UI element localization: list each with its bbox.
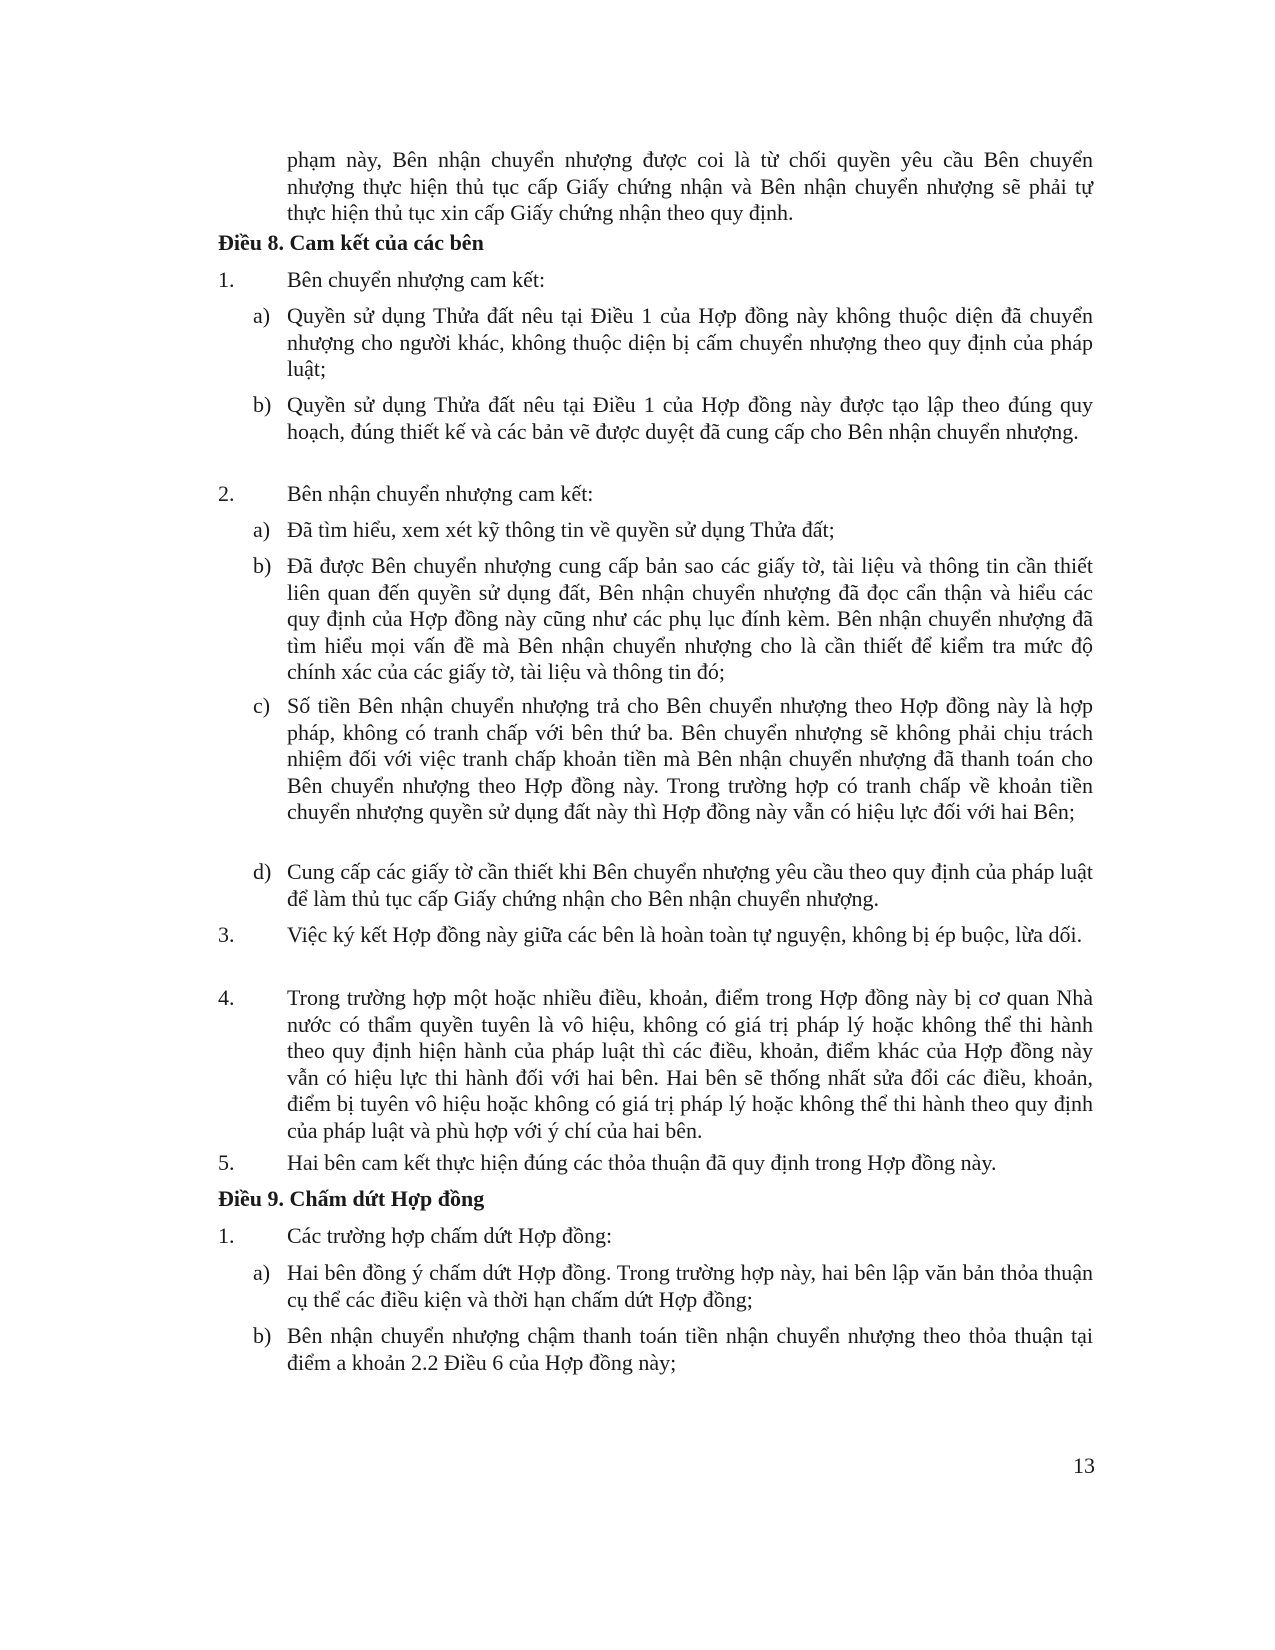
- item-text: Bên chuyển nhượng cam kết:: [287, 267, 546, 292]
- item-number: 1.: [218, 1223, 235, 1248]
- item-number: 4.: [218, 985, 235, 1010]
- sub-text: Bên nhận chuyển nhượng chậm thanh toán tiền nhận chuyển nhượng theo thỏa thuận tại điểm a khoản 2.2 Điều 6 của Hợp đồng này;: [287, 1323, 1093, 1375]
- item-number: 1.: [218, 267, 235, 292]
- sub-text: Đã tìm hiểu, xem xét kỹ thông tin về quyền sử dụng Thửa đất;: [287, 517, 835, 542]
- sub-text: Đã được Bên chuyển nhượng cung cấp bản sao các giấy tờ, tài liệu và thông tin cần thiết liên quan đến quyền sử dụng đất, Bên nhận chuyển nhượng đã đọc cẩn thận và hiểu các quy định của Hợp đồng này cũng như các phụ lục đính kèm. Bên nhận chuyển nhượng đã tìm hiểu mọi vấn đề mà Bên nhận chuyển nhượng cho là cần thiết để kiểm tra mức độ chính xác của các giấy tờ, tài liệu và thông tin đó;: [287, 553, 1093, 684]
- sub-label: a): [253, 517, 271, 542]
- sub-label: c): [253, 693, 271, 718]
- sub-label: b): [253, 392, 272, 417]
- article-9-heading: Điều 9. Chấm dứt Hợp đồng: [218, 1186, 485, 1211]
- item-number: 2.: [218, 481, 235, 506]
- sub-text: Số tiền Bên nhận chuyển nhượng trả cho Bên chuyển nhượng theo Hợp đồng này là hợp pháp, không có tranh chấp với bên thứ ba. Bên chuyển nhượng sẽ không phải chịu trách nhiệm đối với việc tranh chấp khoản tiền mà Bên nhận chuyển nhượng đã thanh toán cho Bên chuyển nhượng theo Hợp đồng này. Trong trường hợp có tranh chấp về khoản tiền chuyển nhượng quyền sử dụng đất này thì Hợp đồng này vẫn có hiệu lực đối với hai Bên;: [287, 693, 1093, 824]
- item-number: 3.: [218, 922, 235, 947]
- sub-text: Hai bên đồng ý chấm dứt Hợp đồng. Trong trường hợp này, hai bên lập văn bản thỏa thuận cụ thể các điều kiện và thời hạn chấm dứt Hợp đồng;: [287, 1260, 1093, 1312]
- sub-label: b): [253, 553, 272, 578]
- item-text: Việc ký kết Hợp đồng này giữa các bên là hoàn toàn tự nguyện, không bị ép buộc, lừa dối.: [287, 922, 1083, 947]
- sub-text: Cung cấp các giấy tờ cần thiết khi Bên chuyển nhượng yêu cầu theo quy định của pháp luật để làm thủ tục cấp Giấy chứng nhận cho Bên nhận chuyển nhượng.: [287, 859, 1093, 911]
- sub-text: Quyền sử dụng Thửa đất nêu tại Điều 1 của Hợp đồng này không thuộc diện đã chuyển nhượng cho người khác, không thuộc diện bị cấm chuyển nhượng theo quy định của pháp luật;: [287, 303, 1093, 381]
- sub-label: a): [253, 303, 271, 328]
- article-8-heading: Điều 8. Cam kết của các bên: [218, 230, 484, 255]
- item-text: Các trường hợp chấm dứt Hợp đồng:: [287, 1223, 613, 1248]
- item-text: Hai bên cam kết thực hiện đúng các thỏa thuận đã quy định trong Hợp đồng này.: [287, 1150, 997, 1175]
- sub-label: b): [253, 1323, 272, 1348]
- sub-label: a): [253, 1260, 271, 1285]
- item-text: Trong trường hợp một hoặc nhiều điều, khoản, điểm trong Hợp đồng này bị cơ quan Nhà nước có thẩm quyền tuyên là vô hiệu, không có giá trị pháp lý hoặc không thể thi hành theo quy định hiện hành của pháp luật thì các điều, khoản, điểm khác của Hợp đồng này vẫn có hiệu lực thi hành đối với hai bên. Hai bên sẽ thống nhất sửa đổi các điều, khoản, điểm bị tuyên vô hiệu hoặc không có giá trị pháp lý hoặc không thể thi hành theo quy định của pháp luật và phù hợp với ý chí của hai bên.: [287, 985, 1093, 1143]
- item-number: 5.: [218, 1150, 235, 1175]
- sub-label: d): [253, 859, 272, 884]
- sub-text: Quyền sử dụng Thửa đất nêu tại Điều 1 của Hợp đồng này được tạo lập theo đúng quy hoạch, đúng thiết kế và các bản vẽ được duyệt đã cung cấp cho Bên nhận chuyển nhượng.: [287, 392, 1093, 444]
- item-text: Bên nhận chuyển nhượng cam kết:: [287, 481, 594, 506]
- continuation-paragraph: phạm này, Bên nhận chuyển nhượng được coi là từ chối quyền yêu cầu Bên chuyển nhượng thực hiện thủ tục cấp Giấy chứng nhận và Bên nhận chuyển nhượng sẽ phải tự thực hiện thủ tục xin cấp Giấy chứng nhận theo quy định.: [287, 147, 1093, 225]
- page-number: 13: [1073, 1453, 1095, 1478]
